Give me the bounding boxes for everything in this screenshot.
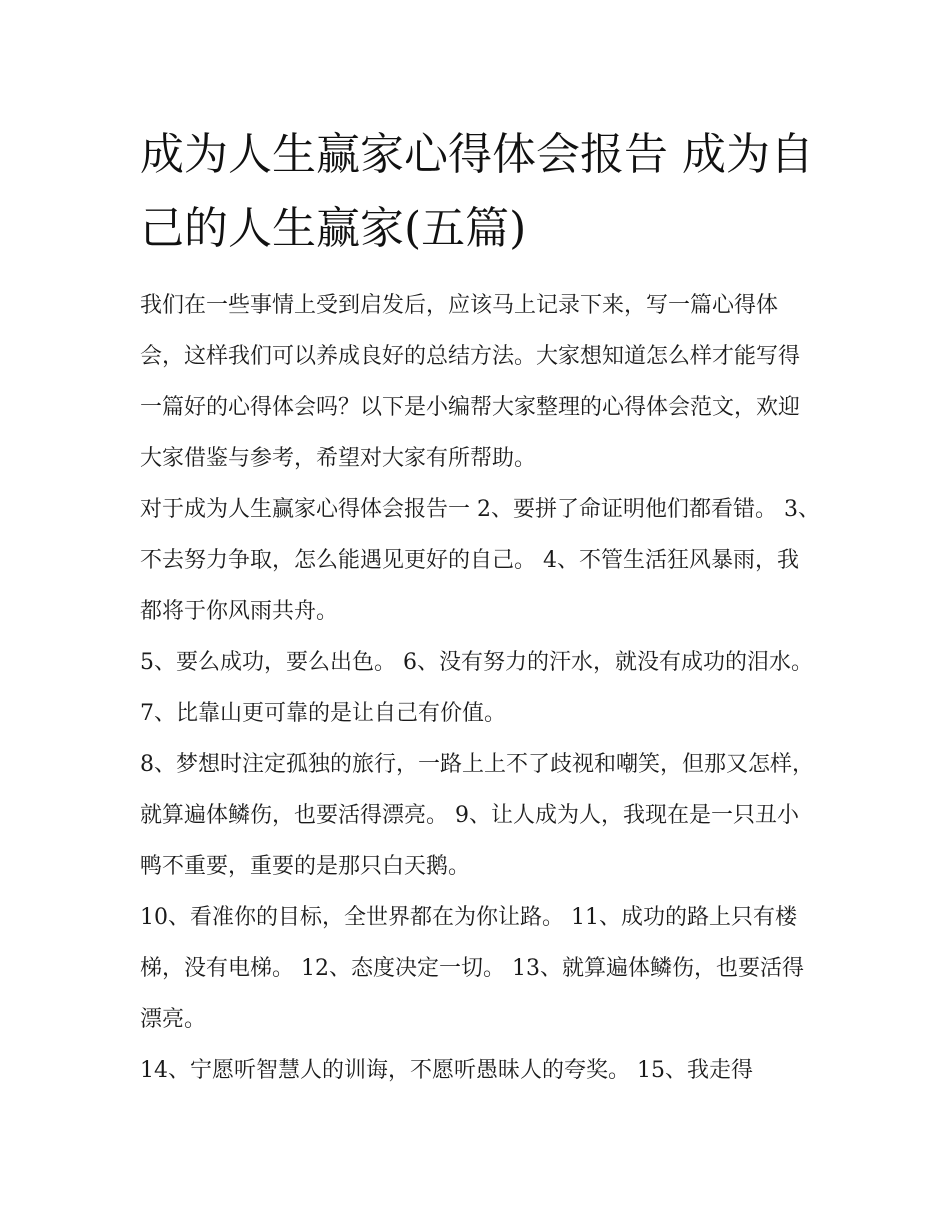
document-title: 成为人生赢家心得体会报告 成为自己的人生赢家(五篇) [140, 129, 814, 254]
body-paragraph: 10、看准你的目标，全世界都在为你让路。 11、成功的路上只有楼梯，没有电梯。 12、态度决定一切。 13、就算遍体鳞伤，也要活得漂亮。 [140, 905, 804, 1032]
body-paragraph: 8、梦想时注定孤独的旅行，一路上上不了歧视和嘲笑，但那又怎样，就算遍体鳞伤，也要活得漂亮。 9、让人成为人，我现在是一只丑小鸭不重要，重要的是那只白天鹅。 [140, 752, 814, 879]
body-paragraph: 对于成为人生赢家心得体会报告一 2、要拼了命证明他们都看错。 3、不去努力争取，怎么能遇见更好的自己。 4、不管生活狂风暴雨，我都将于你风雨共舟。 [140, 497, 820, 624]
body-paragraph: 14、宁愿听智慧人的训诲，不愿听愚昧人的夸奖。 15、我走得 [140, 1058, 753, 1083]
body-paragraph: 5、要么成功，要么出色。 6、没有努力的汗水，就没有成功的泪水。 7、比靠山更可靠的是让自己有价值。 [140, 650, 813, 726]
document-page [140, 118, 820, 1096]
intro-paragraph: 我们在一些事情上受到启发后，应该马上记录下来，写一篇心得体会，这样我们可以养成良好的总结方法。大家想知道怎么样才能写得一篇好的心得体会吗？以下是小编帮大家整理的心得体会范文，欢迎大家借鉴与参考，希望对大家有所帮助。 [140, 293, 801, 471]
document-body [140, 280, 820, 1096]
